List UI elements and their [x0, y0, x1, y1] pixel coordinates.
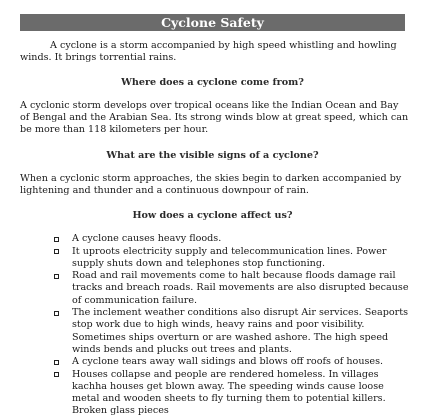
list-item [52, 356, 412, 368]
square-bullet-icon [54, 311, 59, 316]
list-item-text: It uproots electricity supply and telecommunication lines. Power supply shuts down and telephones stop functioning. [72, 245, 387, 269]
effects-list [52, 233, 412, 418]
square-bullet-icon [54, 274, 59, 279]
list-item-text: The inclement weather conditions also disrupt Air services. Seaports stop work due to high winds, heavy rains and poor visibility. Sometimes ships overturn or are washed ashore. The high speed winds bends and plucks out trees and plants. [72, 307, 408, 355]
section-heading-origin: Where does a cyclone come from? [121, 77, 304, 88]
list-item-text: Road and rail movements come to halt because floods damage rail tracks and breach roads. Rail movements are also disrupted because of communication failure. [72, 270, 409, 306]
list-item-text: A cyclone causes heavy floods. [72, 233, 222, 244]
list-item [52, 246, 412, 270]
list-item-text: Houses collapse and people are rendered homeless. In villages kachha houses get blown away. The speeding winds cause loose metal and wooden sheets to fly turning them to potential killers. Broken glass pieces [72, 368, 386, 417]
square-bullet-icon [54, 237, 59, 242]
list-item [52, 369, 412, 418]
section-body-origin: A cyclonic storm develops over tropical oceans like the Indian Ocean and Bay of Bengal and the Arabian Sea. Its strong winds blow at great speed, which can be more than 118 kilometers per hour. [20, 100, 409, 136]
square-bullet-icon [54, 249, 59, 254]
list-item [52, 233, 412, 245]
intro-paragraph: A cyclone is a storm accompanied by high speed whistling and howling winds. It brings torrential rains. [20, 40, 397, 64]
section-body-signs: When a cyclonic storm approaches, the skies begin to darken accompanied by lightening and thunder and a continuous downpour of rain. [20, 173, 402, 197]
list-item [52, 307, 412, 356]
square-bullet-icon [54, 372, 59, 377]
section-heading-effects: How does a cyclone affect us? [132, 210, 293, 221]
square-bullet-icon [54, 360, 59, 365]
page-title: Cyclone Safety [20, 14, 405, 31]
list-item [52, 270, 412, 307]
section-heading-signs: What are the visible signs of a cyclone? [106, 150, 319, 161]
list-item-text: A cyclone tears away wall sidings and blows off roofs of houses. [72, 356, 384, 368]
